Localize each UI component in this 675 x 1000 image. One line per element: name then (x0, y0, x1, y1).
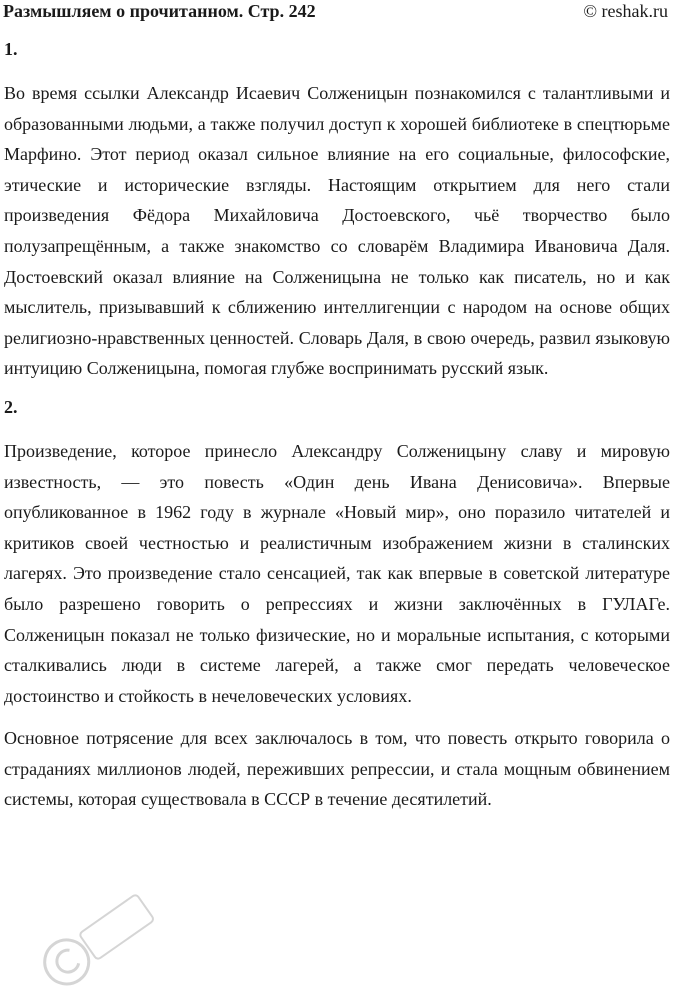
section-paragraph: Основное потрясение для всех заключалось в том, что повесть открыто говорила о страданиях миллионов людей, переживших репрессии, и стала мощным обвинением системы, которая существовала в СССР в течение десятилетий. (4, 728, 670, 810)
section-1 (4, 38, 670, 384)
page-title: Размышляем о прочитанном. Стр. 242 (3, 1, 316, 21)
page-content (4, 38, 670, 827)
site-brand: © reshak.ru (583, 1, 668, 21)
section-2 (4, 396, 670, 815)
section-number: 2. (4, 396, 18, 417)
watermark-logo (18, 870, 168, 1000)
copyright-icon (36, 931, 97, 992)
section-number: 1. (4, 39, 18, 59)
section-paragraph: Во время ссылки Александр Исаевич Солженицын познакомился с талантливыми и образованными людьми, а также получил доступ к хорошей библиотеке в спецтюрьме Марфино. Этот период оказал сильное влияние на его социальные, философские, этические и исторические взгляды. Настоящим открытием для него стали произведения Фёдора Михайловича Достоевского, чьё творчество было полузапрещённым, а также знакомство со словарём Владимира Ивановича Даля. Достоевский оказал влияние на Солженицына не только как писатель, но и как мыслитель, призывавший к сближению интеллигенции с народом на основе общих религиозно-нравственных ценностей. Словарь Даля, в свою очередь, развил языковую интуицию Солженицына, помогая глубже воспринимать русский язык. (4, 83, 670, 379)
section-paragraph: Произведение, которое принесло Александру Солженицыну славу и мировую известность, — это повесть «Один день Ивана Денисовича». Впервые опубликованное в 1962 году в журнале «Новый мир», оно поразило читателей и критиков своей честностью и реалистичным изображением жизни в сталинских лагерях. Это произведение стало сенсацией, так как впервые в советской литературе было разрешено говорить о репрессиях и жизни заключённых в ГУЛАГе. Солженицын показал не только физические, но и моральные испытания, с которыми сталкивались люди в системе лагерей, а также смог передать человеческое достоинство и стойкость в нечеловеческих условиях. (4, 440, 670, 706)
page-header (0, 0, 675, 24)
